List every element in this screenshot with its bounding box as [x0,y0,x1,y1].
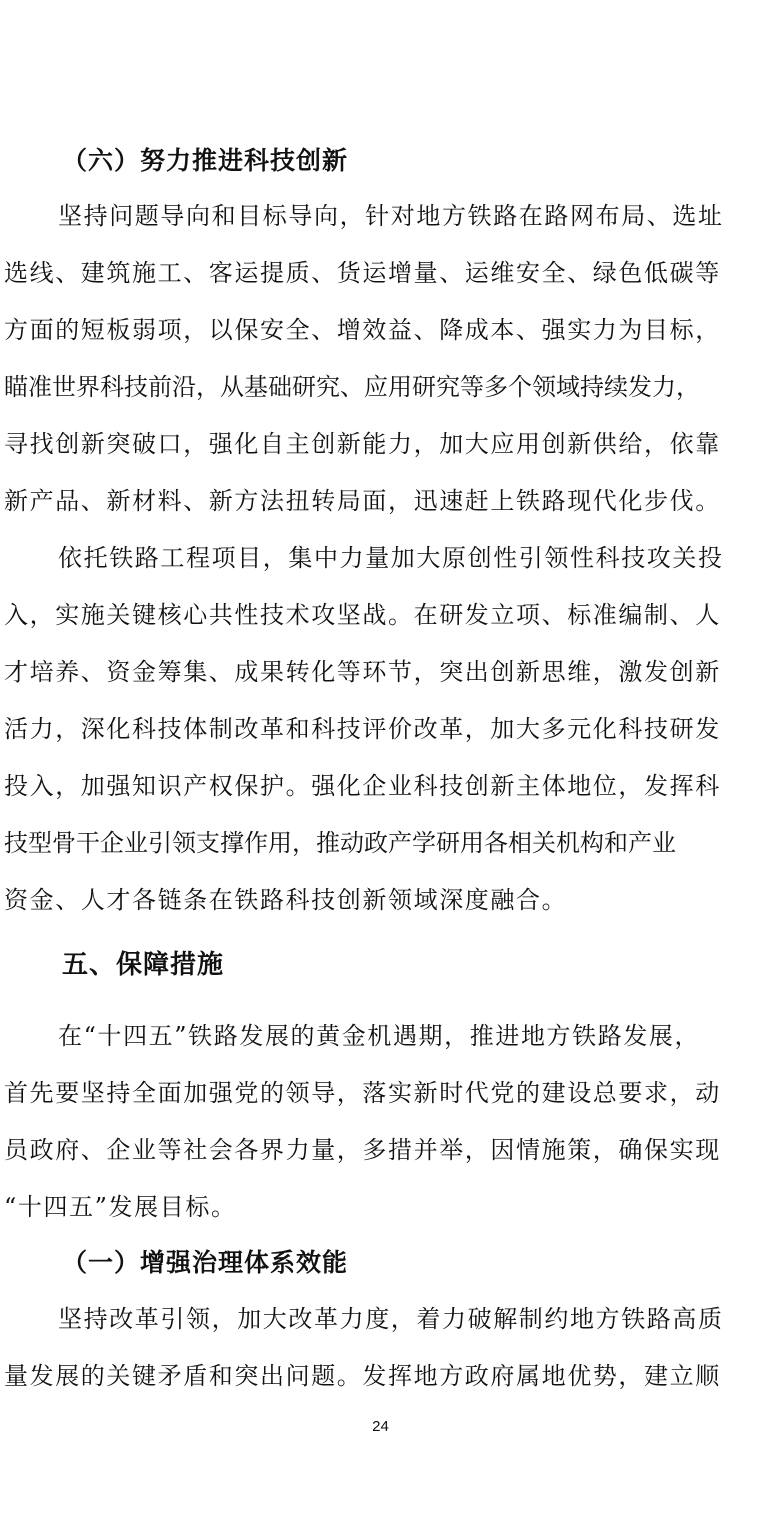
paragraph-line: 寻找创新突破口，强化自主创新能力，加大应用创新供给，依靠 [4,430,721,458]
paragraph-line: 资金、人才各链条在铁路科技创新领域深度融合。 [4,886,568,914]
section-heading-tech-innovation: （六）努力推进科技创新 [62,146,349,175]
paragraph-line: 坚持改革引领，加大改革力度，着力破解制约地方铁路高质 [58,1305,724,1333]
paragraph-line: 员政府、企业等社会各界力量，多措并举，因情施策，确保实现 [4,1136,721,1164]
paragraph-line: 首先要坚持全面加强党的领导，落实新时代党的建设总要求，动 [4,1079,721,1107]
paragraph-line: 入，实施关键核心共性技术攻坚战。在研发立项、标准编制、人 [4,601,721,629]
paragraph-line: 坚持问题导向和目标导向，针对地方铁路在路网布局、选址 [58,202,724,230]
part-heading-safeguards: 五、保障措施 [62,950,225,980]
paragraph-line: 依托铁路工程项目，集中力量加大原创性引领性科技攻关投 [58,544,724,572]
subsection-heading-governance: （一）增强治理体系效能 [62,1248,349,1277]
paragraph-line: 在“十四五”铁路发展的黄金机遇期，推进地方铁路发展， [58,1022,701,1050]
paragraph-line: 方面的短板弱项，以保安全、增效益、降成本、强实力为目标， [4,316,721,344]
paragraph-line: 才培养、资金筹集、成果转化等环节，突出创新思维，激发创新 [4,658,721,686]
paragraph-line: 选线、建筑施工、客运提质、货运增量、运维安全、绿色低碳等 [4,259,721,287]
paragraph-line: 新产品、新材料、新方法扭转局面，迅速赶上铁路现代化步伐。 [4,487,721,515]
paragraph-line: 活力，深化科技体制改革和科技评价改革，加大多元化科技研发 [4,715,721,743]
paragraph-line: “十四五”发展目标。 [4,1193,237,1221]
page-number: 24 [372,1418,389,1435]
paragraph-line: 瞄准世界科技前沿，从基础研究、应用研究等多个领域持续发力， [4,373,700,401]
paragraph-line: 技型骨干企业引领支撑作用，推动政产学研用各相关机构和产业 [4,829,676,857]
paragraph-line: 量发展的关键矛盾和突出问题。发挥地方政府属地优势，建立顺 [4,1362,721,1390]
paragraph-line: 投入，加强知识产权保护。强化企业科技创新主体地位，发挥科 [4,772,721,800]
